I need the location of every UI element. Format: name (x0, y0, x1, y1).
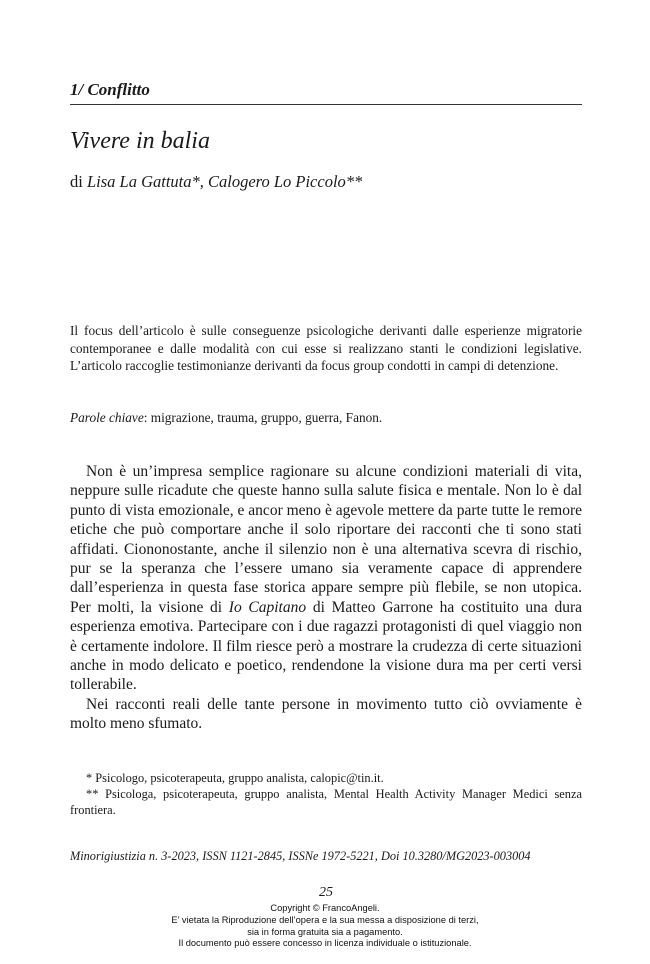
article-title: Vivere in balia (70, 128, 210, 154)
copyright-notice (0, 903, 650, 950)
author-names: Lisa La Gattuta*, Calogero Lo Piccolo** (86, 172, 363, 191)
body-paragraph-2: Nei racconti reali delle tante persone in movimento tutto ciò ovviamente è molto meno sfumato. (70, 695, 582, 733)
footnote-1: * Psicologo, psicoterapeuta, gruppo analista, calopic@tin.it. (86, 771, 384, 785)
section-divider (70, 104, 582, 105)
keywords-label: Parole chiave (70, 410, 144, 425)
journal-citation: Minorigiustizia n. 3-2023, ISSN 1121-2845, ISSNe 1972-5221, Doi 10.3280/MG2023-003004 (70, 849, 531, 863)
copyright-line-2: E’ vietata la Riproduzione dell’opera e la sua messa a disposizione di terzi, (171, 914, 479, 925)
body-paragraph (70, 462, 582, 695)
copyright-line-1: Copyright © FrancoAngeli. (270, 903, 380, 913)
film-title: Io Capitano (228, 598, 307, 616)
footnote-2: ** Psicologa, psicoterapeuta, gruppo analista, Mental Health Activity Manager Medici senza frontiera. (70, 787, 582, 817)
copyright-line-4: Il documento può essere concesso in licenza individuale o istituzionale. (178, 938, 472, 949)
article-body (70, 462, 582, 734)
section-header: 1/ Conflitto (70, 80, 150, 99)
body-paragraph-1-continued: di Matteo Garrone ha costituito una dura esperienza emotiva. Partecipare con i due ragazzi protagonisti di quel viaggio non è certamente indolore. Il film riesce però a mostrare la crudezza di certe situazioni anche in modo delicato e poetico, rendendone la visione dura ma per certi versi tollerabile. (70, 598, 583, 694)
abstract: Il focus dell’articolo è sulle conseguenze psicologiche derivanti dalle esperienze migratorie contemporanee e dalle modalità con cui esse si realizzano stanti le condizioni legislative. L’articolo raccoglie testimonianze derivanti da focus group condotti in campi di detenzione. (70, 323, 582, 373)
keywords (70, 409, 582, 427)
byline (70, 171, 362, 193)
footnotes (70, 770, 582, 818)
byline-prefix: di (70, 172, 87, 191)
keywords-list: : migrazione, trauma, gruppo, guerra, Fanon. (143, 410, 383, 425)
body-paragraph-1-text: Non è un’impresa semplice ragionare su alcune condizioni materiali di vita, neppure sulle ricadute che queste hanno sulla salute fisica e mentale. Non lo è dal punto di vista emozionale, e ancor meno è agevole mettere da parte tutte le remore etiche che può comportare anche il solo riportare dei racconti che ti sono stati affidati. Ciononostante, anche il silenzio non è una alternativa scevra di rischio, pur se la speranza che l’essere umano sia veramente capace di apprendere dall’esperienza in questa fase storica appare sempre più flebile, se non utopica. Per molti, la visione di (70, 463, 582, 616)
page-number: 25 (319, 885, 333, 900)
copyright-line-3: sia in forma gratuita sia a pagamento. (247, 926, 403, 937)
journal-page (70, 0, 582, 964)
